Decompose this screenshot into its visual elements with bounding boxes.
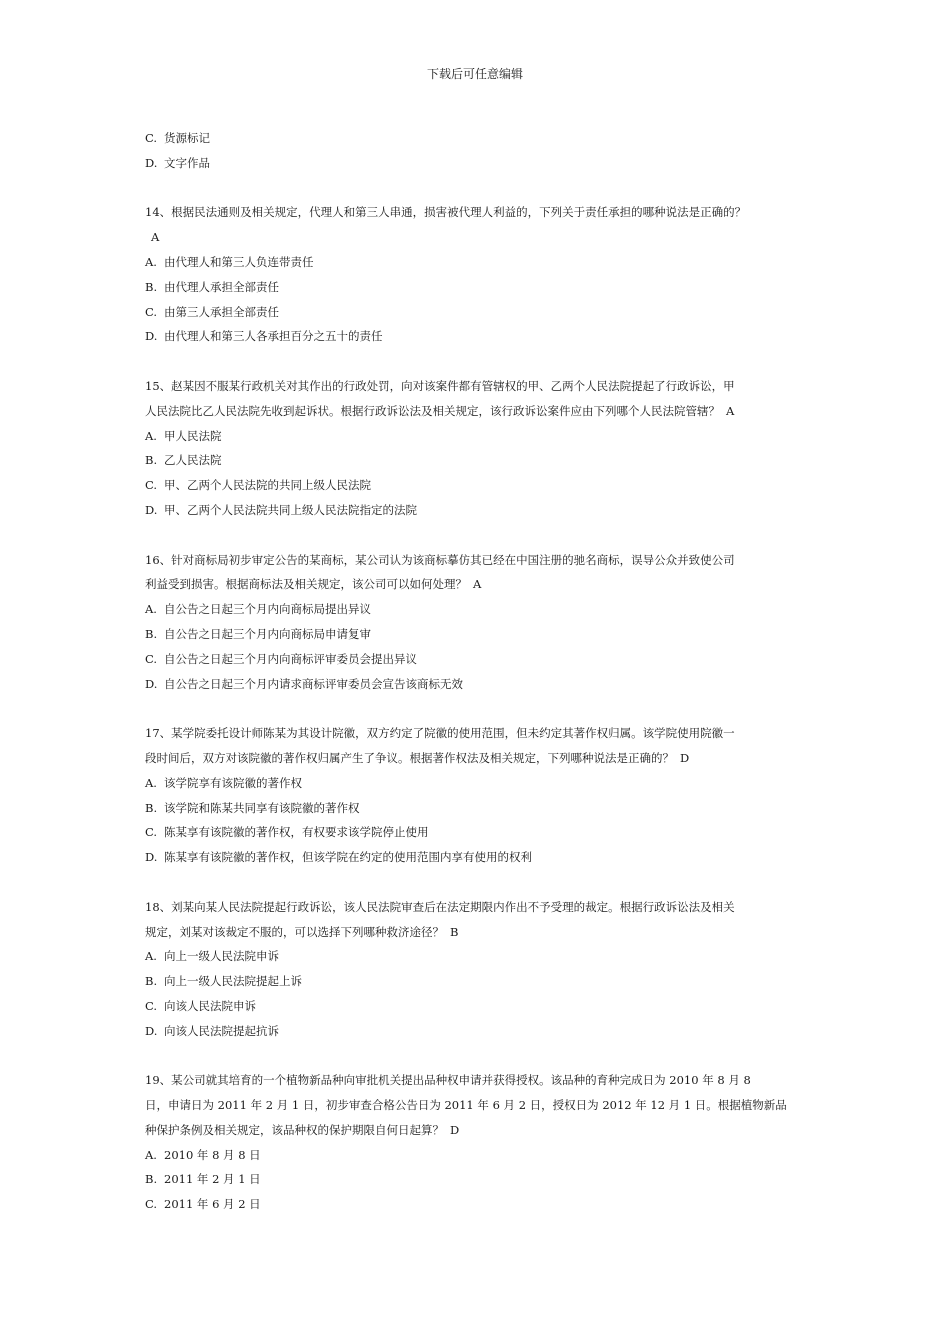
option-text: 向该人民法院申诉: [164, 998, 256, 1013]
answer-key-line: [145, 225, 805, 250]
answer-option: [145, 796, 805, 821]
answer-key: A: [473, 577, 482, 592]
question-text: 18、刘某向某人民法院提起行政诉讼，该人民法院审查后在法定期限内作出不予受理的裁定。根据行政诉讼法及相关: [145, 899, 735, 914]
question-block: [145, 548, 805, 697]
option-text: 向上一级人民法院提起上诉: [164, 974, 302, 989]
answer-key: D: [680, 750, 690, 765]
question-text: 17、某学院委托设计师陈某为其设计院徽，双方约定了院徽的使用范围，但未约定其著作权归属。该学院使用院徽一: [145, 726, 735, 741]
option-letter: A.: [145, 949, 157, 964]
option-text: 由代理人和第三人各承担百分之五十的责任: [164, 329, 383, 344]
question-text-line: [145, 548, 805, 573]
question-text: 14、根据民法通则及相关规定，代理人和第三人串通，损害被代理人利益的，下列关于责任承担的哪种说法是正确的？: [145, 205, 747, 220]
option-letter: A.: [145, 254, 157, 269]
question-text: 16、针对商标局初步审定公告的某商标，某公司认为该商标摹仿其已经在中国注册的驰名商标，误导公众并致使公司: [145, 552, 735, 567]
answer-option: [145, 994, 805, 1019]
answer-option: [145, 151, 805, 176]
answer-option: [145, 448, 805, 473]
option-letter: D.: [145, 502, 158, 517]
question-text: 人民法院比乙人民法院先收到起诉状。根据行政诉讼法及相关规定，该行政诉讼案件应由下列哪个人民法院管辖？: [145, 403, 720, 418]
option-text: 货源标记: [164, 131, 210, 145]
answer-option: [145, 672, 805, 697]
answer-option: [145, 424, 805, 449]
answer-key: A: [151, 230, 160, 245]
option-letter: D.: [145, 155, 158, 170]
leading-options: [145, 126, 805, 176]
question-text: 规定，刘某对该裁定不服的，可以选择下列哪种救济途径？: [145, 924, 444, 939]
answer-option: [145, 845, 805, 870]
question-text-line: [145, 399, 805, 424]
answer-option: [145, 1143, 805, 1168]
option-letter: C.: [145, 304, 158, 319]
question-text-line: [145, 895, 805, 920]
question-text-line: [145, 374, 805, 399]
option-letter: C.: [145, 478, 158, 493]
option-text: 自公告之日起三个月内向商标评审委员会提出异议: [164, 651, 417, 666]
option-text: 由代理人和第三人负连带责任: [164, 254, 314, 269]
option-letter: A.: [145, 1147, 157, 1162]
option-text: 乙人民法院: [164, 453, 222, 468]
option-letter: B.: [145, 974, 158, 989]
question-text-line: [145, 746, 805, 771]
option-letter: B.: [145, 453, 158, 468]
option-letter: D.: [145, 329, 158, 344]
option-text: 2011 年 2 月 1 日: [164, 1172, 261, 1187]
answer-option: [145, 473, 805, 498]
answer-option: [145, 275, 805, 300]
option-text: 2011 年 6 月 2 日: [164, 1197, 261, 1212]
option-letter: B.: [145, 800, 158, 815]
answer-option: [145, 250, 805, 275]
option-text: 该学院和陈某共同享有该院徽的著作权: [164, 800, 360, 815]
question-text: 日，申请日为 2011 年 2 月 1 日，初步审查合格公告日为 2011 年 6 月 2 日，授权日为 2012 年 12 月 1 日。根据植物新品: [145, 1098, 787, 1113]
option-text: 由第三人承担全部责任: [164, 304, 279, 319]
answer-option: [145, 498, 805, 523]
question-text-line: [145, 200, 805, 225]
question-text-line: [145, 1068, 805, 1093]
option-letter: D.: [145, 676, 158, 691]
question-text-line: [145, 721, 805, 746]
option-letter: D.: [145, 1023, 158, 1038]
question-block: [145, 895, 805, 1044]
option-text: 由代理人承担全部责任: [164, 279, 279, 294]
answer-option: [145, 969, 805, 994]
answer-option: [145, 300, 805, 325]
answer-option: [145, 1167, 805, 1192]
question-text: 利益受到损害。根据商标法及相关规定，该公司可以如何处理？: [145, 577, 467, 592]
answer-key: D: [450, 1122, 460, 1137]
option-letter: B.: [145, 1172, 158, 1187]
question-text: 19、某公司就其培育的一个植物新品种向审批机关提出品种权申请并获得授权。该品种的育种完成日为 2010 年 8 月 8: [145, 1073, 751, 1088]
answer-option: [145, 1019, 805, 1044]
option-text: 陈某享有该院徽的著作权，但该学院在约定的使用范围内享有使用的权利: [164, 850, 532, 865]
answer-key: B: [450, 924, 459, 939]
question-text: 种保护条例及相关规定，该品种权的保护期限自何日起算？: [145, 1122, 444, 1137]
question-text-line: [145, 920, 805, 945]
answer-option: [145, 622, 805, 647]
answer-option: [145, 944, 805, 969]
option-letter: C.: [145, 825, 158, 840]
option-text: 向该人民法院提起抗诉: [164, 1023, 279, 1038]
answer-option: [145, 597, 805, 622]
question-list: [145, 200, 805, 1217]
option-text: 自公告之日起三个月内向商标局提出异议: [164, 602, 371, 617]
question-text-line: [145, 1118, 805, 1143]
question-block: [145, 374, 805, 523]
option-letter: B.: [145, 626, 158, 641]
option-letter: A.: [145, 602, 157, 617]
document-body: [145, 126, 805, 1242]
option-text: 甲人民法院: [164, 428, 222, 443]
option-letter: C.: [145, 131, 158, 145]
question-block: [145, 200, 805, 349]
question-text: 段时间后，双方对该院徽的著作权归属产生了争议。根据著作权法及相关规定，下列哪种说法是正确的？: [145, 750, 674, 765]
answer-option: [145, 820, 805, 845]
answer-option: [145, 126, 805, 151]
option-letter: A.: [145, 428, 157, 443]
option-text: 自公告之日起三个月内向商标局申请复审: [164, 626, 371, 641]
option-letter: C.: [145, 998, 158, 1013]
answer-option: [145, 771, 805, 796]
question-block: [145, 1068, 805, 1217]
option-text: 向上一级人民法院申诉: [164, 949, 279, 964]
question-text: 15、赵某因不服某行政机关对其作出的行政处罚，向对该案件都有管辖权的甲、乙两个人民法院提起了行政诉讼，甲: [145, 378, 735, 393]
answer-option: [145, 324, 805, 349]
option-letter: C.: [145, 1197, 158, 1212]
option-letter: B.: [145, 279, 158, 294]
option-text: 自公告之日起三个月内请求商标评审委员会宣告该商标无效: [164, 676, 463, 691]
option-text: 该学院享有该院徽的著作权: [164, 775, 302, 790]
option-text: 文字作品: [164, 155, 210, 170]
answer-option: [145, 647, 805, 672]
answer-key: A: [726, 403, 735, 418]
option-letter: C.: [145, 651, 158, 666]
option-text: 甲、乙两个人民法院的共同上级人民法院: [164, 478, 371, 493]
question-block: [145, 721, 805, 870]
option-text: 2010 年 8 月 8 日: [164, 1147, 261, 1162]
question-text-line: [145, 572, 805, 597]
option-text: 陈某享有该院徽的著作权，有权要求该学院停止使用: [164, 825, 429, 840]
question-text-line: [145, 1093, 805, 1118]
answer-option: [145, 1192, 805, 1217]
option-letter: A.: [145, 775, 157, 790]
page-header: 下载后可任意编辑: [426, 67, 523, 81]
option-text: 甲、乙两个人民法院共同上级人民法院指定的法院: [164, 502, 417, 517]
option-letter: D.: [145, 850, 158, 865]
